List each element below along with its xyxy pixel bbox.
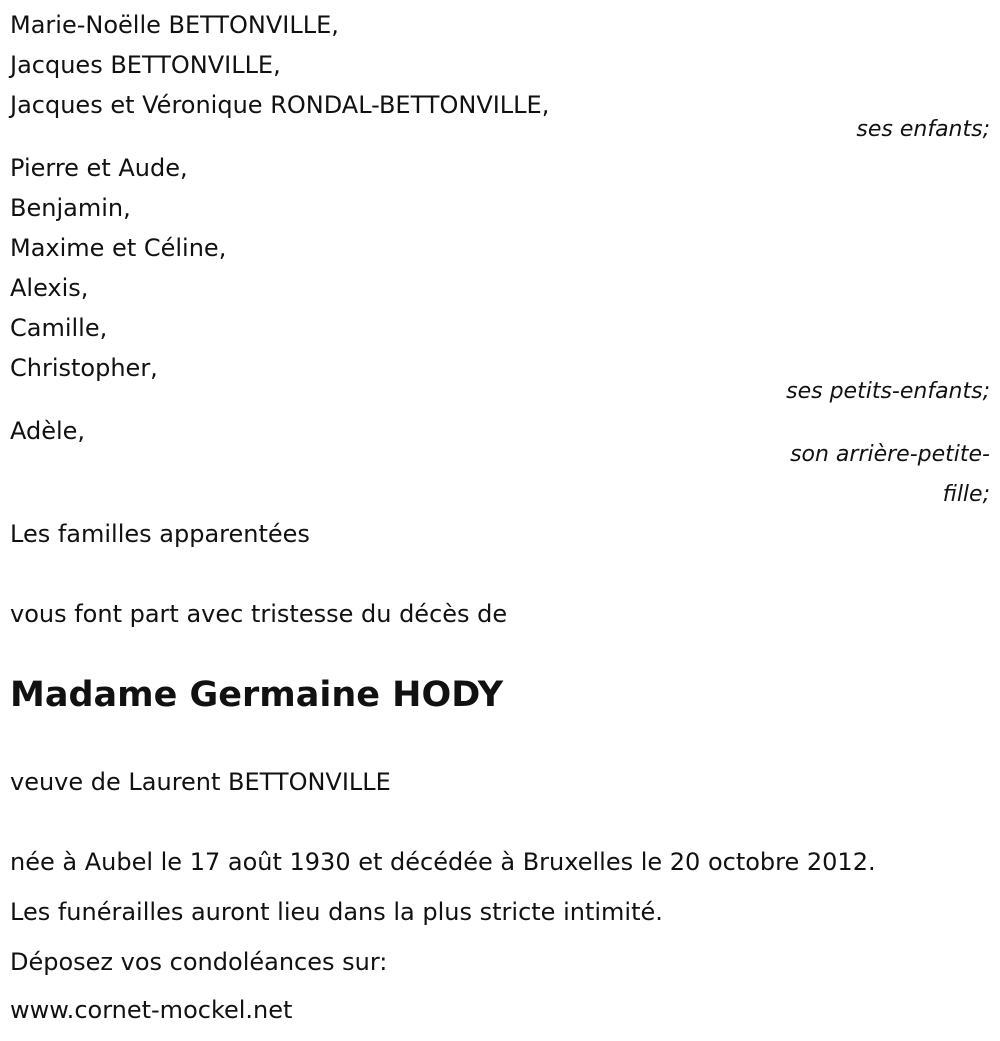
birth-death-text: née à Aubel le 17 août 1930 et décédée à Bruxelles le 20 octobre 2012.: [10, 848, 876, 876]
condolences-url[interactable]: www.cornet-mockel.net: [10, 996, 293, 1024]
grandchild-name: Christopher,: [10, 354, 158, 382]
great-grandchildren-role: son arrière-petite-: [790, 442, 990, 467]
grandchild-name: Benjamin,: [10, 194, 131, 222]
child-name: Jacques BETTONVILLE,: [10, 51, 281, 79]
families-text: Les familles apparentées: [10, 520, 310, 548]
grandchildren-role: ses petits-enfants;: [786, 379, 990, 404]
great-grandchildren-role: fille;: [942, 482, 990, 507]
children-role: ses enfants;: [856, 117, 990, 142]
announcement-text: vous font part avec tristesse du décès de: [10, 600, 508, 628]
widow-of-text: veuve de Laurent BETTONVILLE: [10, 768, 391, 796]
grandchild-name: Pierre et Aude,: [10, 154, 188, 182]
grandchild-name: Alexis,: [10, 274, 89, 302]
great-grandchild-name: Adèle,: [10, 417, 86, 445]
grandchild-name: Camille,: [10, 314, 108, 342]
grandchild-name: Maxime et Céline,: [10, 234, 227, 262]
child-name: Marie-Noëlle BETTONVILLE,: [10, 11, 339, 39]
deceased-name: Madame Germaine HODY: [10, 675, 504, 715]
condolences-label: Déposez vos condoléances sur:: [10, 948, 388, 976]
child-name: Jacques et Véronique RONDAL-BETTONVILLE,: [10, 91, 550, 119]
funeral-text: Les funérailles auront lieu dans la plus stricte intimité.: [10, 898, 663, 926]
